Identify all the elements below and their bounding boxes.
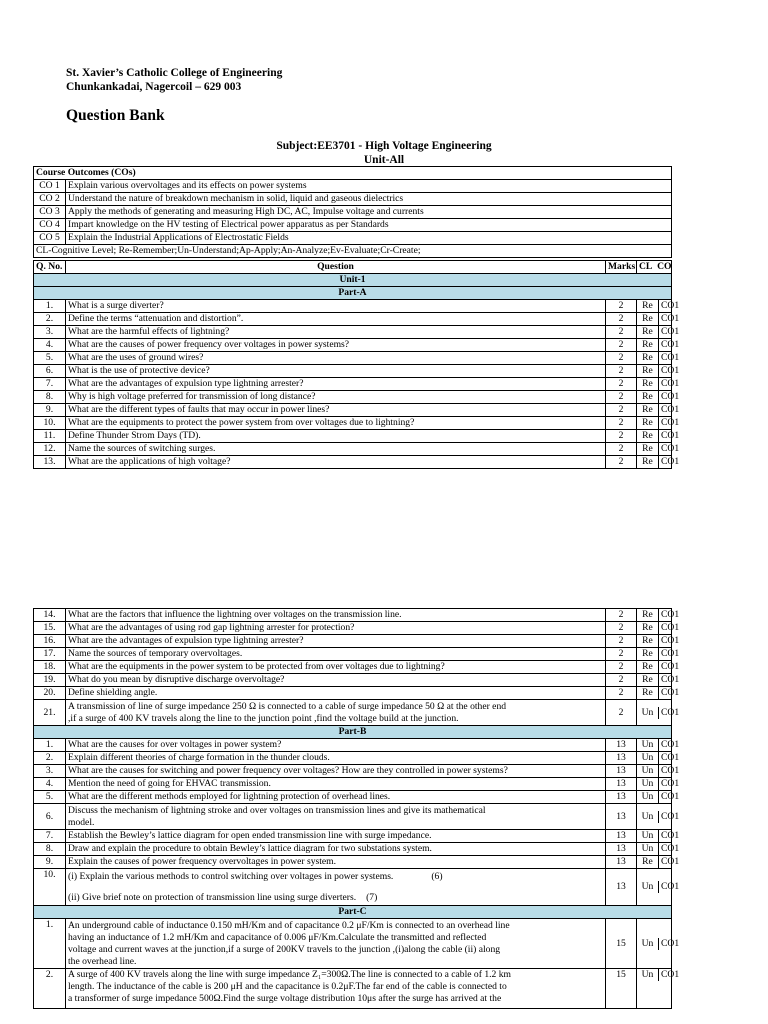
question-number: 16. <box>34 635 66 648</box>
table-row <box>34 404 672 417</box>
question-text: What are the advantages of using rod gap lightning arrester for protection? <box>66 622 606 635</box>
cl-value: Re <box>637 339 659 351</box>
co-value: CO1 <box>661 378 680 389</box>
question-number: 6. <box>34 365 66 378</box>
marks-value: 2 <box>606 391 637 404</box>
table-row <box>34 791 672 804</box>
question-text: What is the use of protective device? <box>66 365 606 378</box>
cl-value: Re <box>637 326 659 338</box>
co-value: CO1 <box>661 326 680 337</box>
marks-value: 2 <box>606 300 637 313</box>
table-row <box>34 609 672 622</box>
question-text: What are the advantages of expulsion type lightning arrester? <box>66 378 606 391</box>
marks-value: 2 <box>606 378 637 391</box>
question-number: 14. <box>34 609 66 622</box>
question-number: 19. <box>34 674 66 687</box>
question-number: 4. <box>34 778 66 791</box>
question-text: Explain different theories of charge formation in the thunder clouds. <box>66 752 606 765</box>
table-row <box>34 843 672 856</box>
question-number: 7. <box>34 830 66 843</box>
co-value: CO1 <box>661 752 680 763</box>
co-row: CO 1 Explain various overvoltages and its effects on power systems <box>34 180 672 193</box>
co-value: CO1 <box>661 661 680 672</box>
question-text: What are the equipments to protect the power system from over voltages due to lightning? <box>66 417 606 430</box>
table-row <box>34 687 672 700</box>
part-b-rows-a <box>34 739 680 804</box>
table-row <box>34 648 672 661</box>
marks-value: 2 <box>606 687 637 700</box>
question-number: 8. <box>34 843 66 856</box>
marks-value: 2 <box>606 456 637 469</box>
table-row <box>34 765 672 778</box>
question-number: 8. <box>34 391 66 404</box>
cl-value: Un <box>637 791 659 803</box>
table-row <box>34 365 672 378</box>
unit-band: Unit-1 <box>34 274 672 287</box>
marks-value: 2 <box>606 622 637 635</box>
question-text: Establish the Bewley’s lattice diagram for open ended transmission line with surge impedance. <box>66 830 606 843</box>
table-row <box>34 830 672 843</box>
cl-value: Un <box>637 765 659 777</box>
cl-value: Re <box>637 404 659 416</box>
cl-value: Re <box>637 378 659 390</box>
table-row <box>34 674 672 687</box>
co-value: CO1 <box>661 687 680 698</box>
question-number: 9. <box>34 856 66 869</box>
question-text: What is a surge diverter? <box>66 300 606 313</box>
co-value: CO1 <box>661 313 680 324</box>
unit-title: Unit-All <box>363 154 405 166</box>
col-qno: Q. No. <box>34 261 66 274</box>
table-row <box>34 430 672 443</box>
part-a-rows-page2 <box>34 609 680 700</box>
cl-value: Re <box>637 687 659 699</box>
table-row <box>34 622 672 635</box>
table-row <box>34 391 672 404</box>
co-value: CO1 <box>661 739 680 750</box>
part-c-band: Part-C <box>34 906 672 919</box>
co-value: CO1 <box>661 339 680 350</box>
table-row <box>34 739 672 752</box>
co-value: CO1 <box>661 417 680 428</box>
marks-value: 2 <box>606 635 637 648</box>
cl-value: Re <box>637 674 659 686</box>
co-value: CO1 <box>661 300 680 311</box>
table-row <box>34 313 672 326</box>
question-number: 10. <box>34 417 66 430</box>
question-number: 18. <box>34 661 66 674</box>
co-value: CO1 <box>661 843 680 854</box>
marks-value: 2 <box>606 404 637 417</box>
table-row <box>34 352 672 365</box>
part-a-rows-page1 <box>34 300 680 469</box>
question-number: 12. <box>34 443 66 456</box>
marks-value: 2 <box>606 313 637 326</box>
question-text: What do you mean by disruptive discharge overvoltage? <box>66 674 606 687</box>
question-number: 1. <box>34 300 66 313</box>
cl-value: Re <box>637 856 659 868</box>
cl-value: Re <box>637 635 659 647</box>
cl-value: Un <box>637 830 659 842</box>
marks-value: 2 <box>606 352 637 365</box>
college-name: St. Xavier’s Catholic College of Engineering <box>66 67 283 79</box>
table-row <box>34 456 672 469</box>
document-title: Question Bank <box>66 107 165 124</box>
cl-value: Re <box>637 417 659 429</box>
table-row: 6. Discuss the mechanism of lightning stroke and over voltages on transmission lines and give its mathematical model. 13 Un CO1 <box>34 804 672 830</box>
co-row: CO 4 Impart knowledge on the HV testing of Electrical power apparatus as per Standards <box>34 219 672 232</box>
question-text: What are the advantages of expulsion type lightning arrester? <box>66 635 606 648</box>
cl-value: Re <box>637 648 659 660</box>
table-row <box>34 378 672 391</box>
question-text: What are the uses of ground wires? <box>66 352 606 365</box>
question-text: Define the terms “attenuation and distortion”. <box>66 313 606 326</box>
question-text: What are the different methods employed for lightning protection of overhead lines. <box>66 791 606 804</box>
question-number: 9. <box>34 404 66 417</box>
question-number: 4. <box>34 339 66 352</box>
marks-value: 13 <box>606 765 637 778</box>
marks-value: 2 <box>606 609 637 622</box>
question-number: 13. <box>34 456 66 469</box>
question-number: 3. <box>34 326 66 339</box>
col-cl-co: CL CO <box>637 261 672 274</box>
question-text: What are the harmful effects of lightning? <box>66 326 606 339</box>
question-table-page1 <box>33 166 672 258</box>
table-row: 2. A surge of 400 KV travels along the line with surge impedance Z₁=300Ω.The line is connected to a cable of 1.2 km length. The inductance of the cable is 200 μH and the capacitance is 0.2μF.The far end of the cable is connected to a transformer of surge impedance 500Ω.Find the surge voltage distribution 10μs after the surge has arrived at the 15 Un CO1 <box>34 969 672 1009</box>
co-value: CO1 <box>661 365 680 376</box>
table-row <box>34 300 672 313</box>
table-row <box>34 661 672 674</box>
co-value: CO1 <box>661 456 680 467</box>
question-text: What are the causes of power frequency over voltages in power systems? <box>66 339 606 352</box>
cl-value: Re <box>637 391 659 403</box>
co-value: CO1 <box>661 391 680 402</box>
college-address: Chunkankadai, Nagercoil – 629 003 <box>66 81 242 93</box>
marks-value: 2 <box>606 417 637 430</box>
table-row <box>34 443 672 456</box>
table-row: 21. A transmission of line of surge impedance 250 Ω is connected to a cable of surge impedance 50 Ω at the other end ,if a surge of 400 KV travels along the line to the junction point ,find the voltage build at the junction. 2 Un CO1 <box>34 700 672 726</box>
question-text: What are the factors that influence the lightning over voltages on the transmission line. <box>66 609 606 622</box>
question-number: 11. <box>34 430 66 443</box>
marks-value: 2 <box>606 326 637 339</box>
cl-value: Re <box>637 622 659 634</box>
question-text: Define shielding angle. <box>66 687 606 700</box>
table-row <box>34 635 672 648</box>
cl-value: Re <box>637 352 659 364</box>
question-number: 2. <box>34 313 66 326</box>
co-value: CO1 <box>661 778 680 789</box>
marks-value: 2 <box>606 443 637 456</box>
col-marks: Marks <box>606 261 637 274</box>
co-value: CO1 <box>661 856 680 867</box>
question-text: Define Thunder Strom Days (TD). <box>66 430 606 443</box>
cl-value: Re <box>637 313 659 325</box>
question-table-page2 <box>33 608 680 1009</box>
co-value: CO1 <box>661 791 680 802</box>
table-row <box>34 339 672 352</box>
co-value: CO1 <box>661 635 680 646</box>
co-value: CO1 <box>661 443 680 454</box>
co-value: CO1 <box>661 830 680 841</box>
question-text: Mention the need of going for EHVAC transmission. <box>66 778 606 791</box>
co-value: CO1 <box>661 352 680 363</box>
cl-value: Un <box>637 739 659 751</box>
question-text: What are the equipments in the power system to be protected from over voltages due to lightning? <box>66 661 606 674</box>
marks-value: 2 <box>606 430 637 443</box>
marks-value: 13 <box>606 778 637 791</box>
marks-value: 2 <box>606 365 637 378</box>
cl-legend: CL-Cognitive Level; Re-Remember;Un-Understand;Ap-Apply;An-Analyze;Ev-Evaluate;Cr-Create; <box>34 245 672 258</box>
question-text: What are the causes for over voltages in power system? <box>66 739 606 752</box>
marks-value: 13 <box>606 739 637 752</box>
table-row: 10. (i) Explain the various methods to control switching over voltages in power systems. (6) (ii) Give brief note on protection of transmission line using surge diverters. (7) 13 Un CO1 <box>34 869 672 906</box>
co-value: CO1 <box>661 648 680 659</box>
question-text: What are the causes for switching and power frequency over voltages? How are they controlled in power systems? <box>66 765 606 778</box>
co-value: CO1 <box>661 765 680 776</box>
cl-value: Re <box>637 430 659 442</box>
marks-value: 2 <box>606 661 637 674</box>
subject-title: Subject:EE3701 - High Voltage Engineering <box>276 140 492 152</box>
marks-value: 13 <box>606 752 637 765</box>
question-number: 20. <box>34 687 66 700</box>
co-row: CO 3 Apply the methods of generating and measuring High DC, AC, Impulse voltage and currents <box>34 206 672 219</box>
co-value: CO1 <box>661 430 680 441</box>
marks-value: 2 <box>606 674 637 687</box>
co-value: CO1 <box>661 609 680 620</box>
question-text: Why is high voltage preferred for transmission of long distance? <box>66 391 606 404</box>
marks-value: 13 <box>606 830 637 843</box>
part-b-band: Part-B <box>34 726 672 739</box>
marks-value: 13 <box>606 856 637 869</box>
cl-value: Un <box>637 778 659 790</box>
table-row <box>34 326 672 339</box>
marks-value: 2 <box>606 648 637 661</box>
co-value: CO1 <box>661 404 680 415</box>
part-b-rows-b <box>34 830 680 869</box>
question-number: 5. <box>34 791 66 804</box>
table-row <box>34 752 672 765</box>
cl-value: Re <box>637 443 659 455</box>
question-text: What are the applications of high voltage? <box>66 456 606 469</box>
table-row <box>34 856 672 869</box>
question-text: Draw and explain the procedure to obtain Bewley’s lattice diagram for two substations system. <box>66 843 606 856</box>
cl-value: Re <box>637 300 659 312</box>
co-row: CO 5 Explain the Industrial Applications of Electrostatic Fields <box>34 232 672 245</box>
co-row: CO 2 Understand the nature of breakdown mechanism in solid, liquid and gaseous dielectrics <box>34 193 672 206</box>
question-text: What are the different types of faults that may occur in power lines? <box>66 404 606 417</box>
question-table-a <box>33 260 680 469</box>
question-text: Explain the causes of power frequency overvoltages in power system. <box>66 856 606 869</box>
co-heading: Course Outcomes (COs) <box>34 167 672 180</box>
question-number: 1. <box>34 739 66 752</box>
question-number: 17. <box>34 648 66 661</box>
part-a-band: Part-A <box>34 287 672 300</box>
table-row <box>34 778 672 791</box>
cl-value: Re <box>637 609 659 621</box>
cl-value: Re <box>637 661 659 673</box>
table-row <box>34 417 672 430</box>
question-text: Name the sources of switching surges. <box>66 443 606 456</box>
cl-value: Re <box>637 365 659 377</box>
question-number: 15. <box>34 622 66 635</box>
table-header-row <box>34 261 672 274</box>
marks-value: 2 <box>606 339 637 352</box>
question-number: 3. <box>34 765 66 778</box>
question-number: 7. <box>34 378 66 391</box>
question-text: Name the sources of temporary overvoltages. <box>66 648 606 661</box>
co-value: CO1 <box>661 622 680 633</box>
cl-value: Re <box>637 456 659 468</box>
question-number: 5. <box>34 352 66 365</box>
question-number: 2. <box>34 752 66 765</box>
cl-value: Un <box>637 843 659 855</box>
table-row: 1. An underground cable of inductance 0.150 mH/Km and of capacitance 0.2 μF/Km is connected to an overhead line having an inductance of 1.2 mH/Km and capacitance of 0.006 μF/Km.Calculate the transmitted and reflected voltage and current waves at the junction,if a surge of 200KV travels to the junction ,(i)along the cable (ii) along the overhead line. 15 Un CO1 <box>34 919 672 969</box>
cl-value: Un <box>637 752 659 764</box>
marks-value: 13 <box>606 791 637 804</box>
col-question: Question <box>66 261 606 274</box>
co-value: CO1 <box>661 674 680 685</box>
marks-value: 13 <box>606 843 637 856</box>
